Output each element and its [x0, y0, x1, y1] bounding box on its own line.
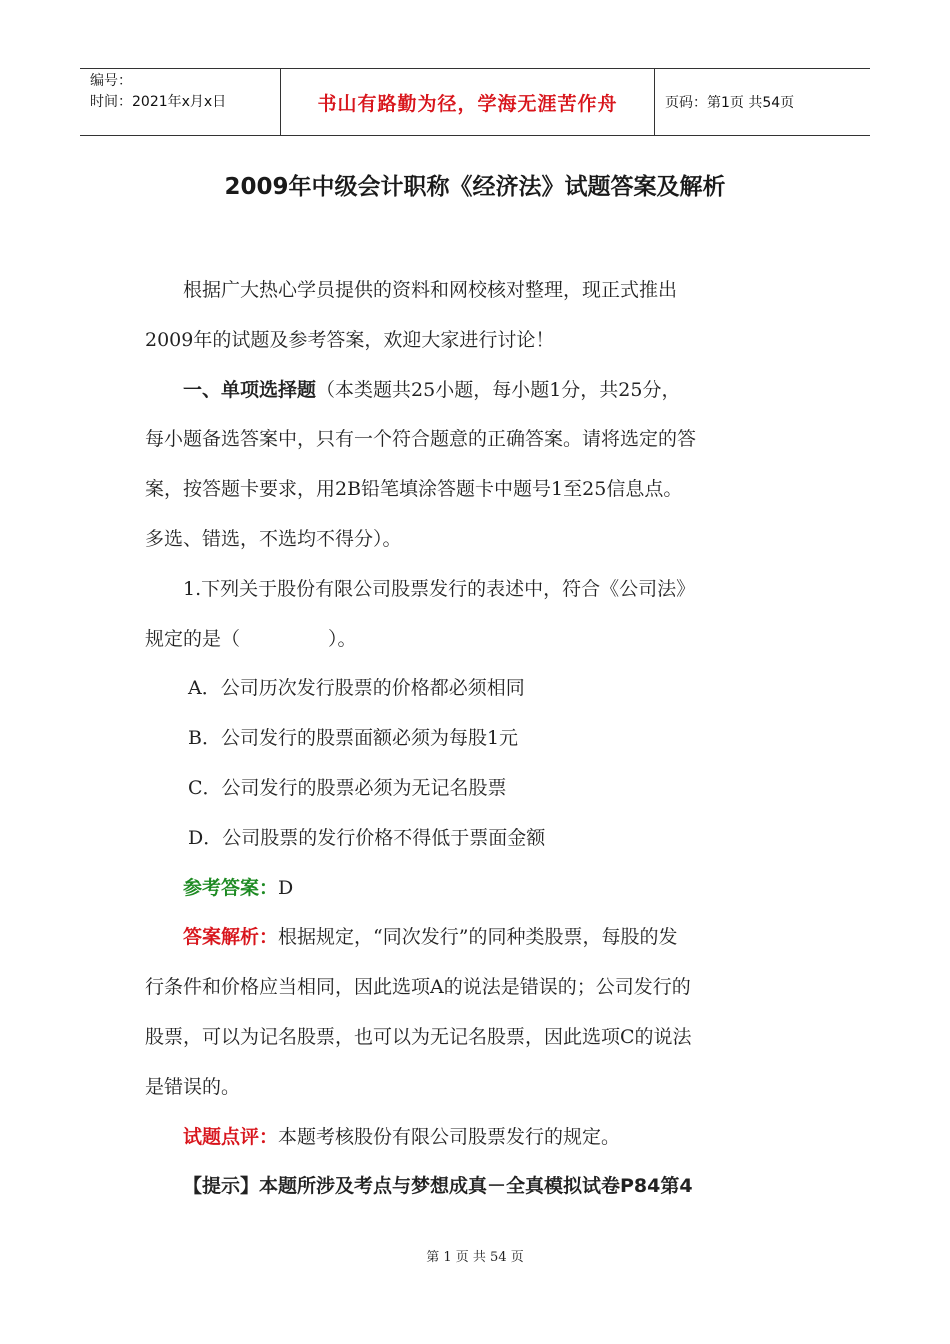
document-body: [145, 266, 810, 1212]
comment-label: 试题点评：: [183, 1125, 279, 1148]
section-desc: （本类题共25小题，每小题1分，共25分，: [316, 378, 681, 401]
header-page-info: 页码：第1页 共54页: [665, 95, 795, 111]
analysis-first-line: [145, 913, 810, 963]
date-label: 时间：2021年x月x日: [90, 94, 227, 110]
option-c: C．公司发行的股票必须为无记名股票: [188, 776, 507, 799]
number-label: 编号：: [90, 73, 132, 89]
question-stem-cont: [145, 615, 810, 665]
header-motto: 书山有路勤为径，学海无涯苦作舟: [281, 69, 655, 135]
header-meta: [80, 69, 281, 135]
intro-line: 2009年的试题及参考答案，欢迎大家进行讨论！: [145, 328, 555, 351]
reference-answer: [145, 864, 810, 914]
stem-end: ）。: [328, 627, 357, 650]
analysis-line: 股票，可以为记名股票，也可以为无记名股票，因此选项C的说法: [145, 1025, 692, 1048]
stem-start: 规定的是（: [145, 627, 241, 650]
option-a: A．公司历次发行股票的价格都必须相同: [188, 677, 525, 700]
hint-line: 【提示】本题所涉及考点与梦想成真－全真模拟试卷P84第4: [183, 1175, 693, 1198]
question-stem: 1.下列关于股份有限公司股票发行的表述中，符合《公司法》: [183, 577, 696, 600]
section-heading: 一、单项选择题: [183, 378, 317, 401]
option-b: B．公司发行的股票面额必须为每股1元: [188, 727, 519, 750]
analysis-line: 行条件和价格应当相同，因此选项A的说法是错误的；公司发行的: [145, 976, 691, 999]
section-desc-line: 每小题备选答案中，只有一个符合题意的正确答案。请将选定的答: [145, 428, 697, 451]
option-d: D．公司股票的发行价格不得低于票面金额: [188, 826, 546, 849]
section-intro: [145, 366, 810, 416]
question-comment: [145, 1113, 810, 1163]
document-title: 2009年中级会计职称《经济法》试题答案及解析: [224, 174, 726, 200]
section-desc-line: 多选、错选，不选均不得分）。: [145, 527, 402, 550]
answer-value: D: [278, 876, 294, 899]
analysis-text: 根据规定，“同次发行”的同种类股票，每股的发: [278, 926, 678, 949]
analysis-line: 是错误的。: [145, 1075, 241, 1098]
analysis-label: 答案解析：: [183, 926, 279, 949]
answer-label: 参考答案：: [183, 876, 279, 899]
section-desc-line: 案，按答题卡要求，用2B铅笔填涂答题卡中题号1至25信息点。: [145, 478, 683, 501]
comment-text: 本题考核股份有限公司股票发行的规定。: [278, 1125, 621, 1148]
page-header: [80, 68, 870, 136]
page-footer: 第 1 页 共 54 页: [426, 1250, 524, 1265]
intro-line: 根据广大热心学员提供的资料和网校核对整理，现正式推出: [183, 279, 678, 301]
